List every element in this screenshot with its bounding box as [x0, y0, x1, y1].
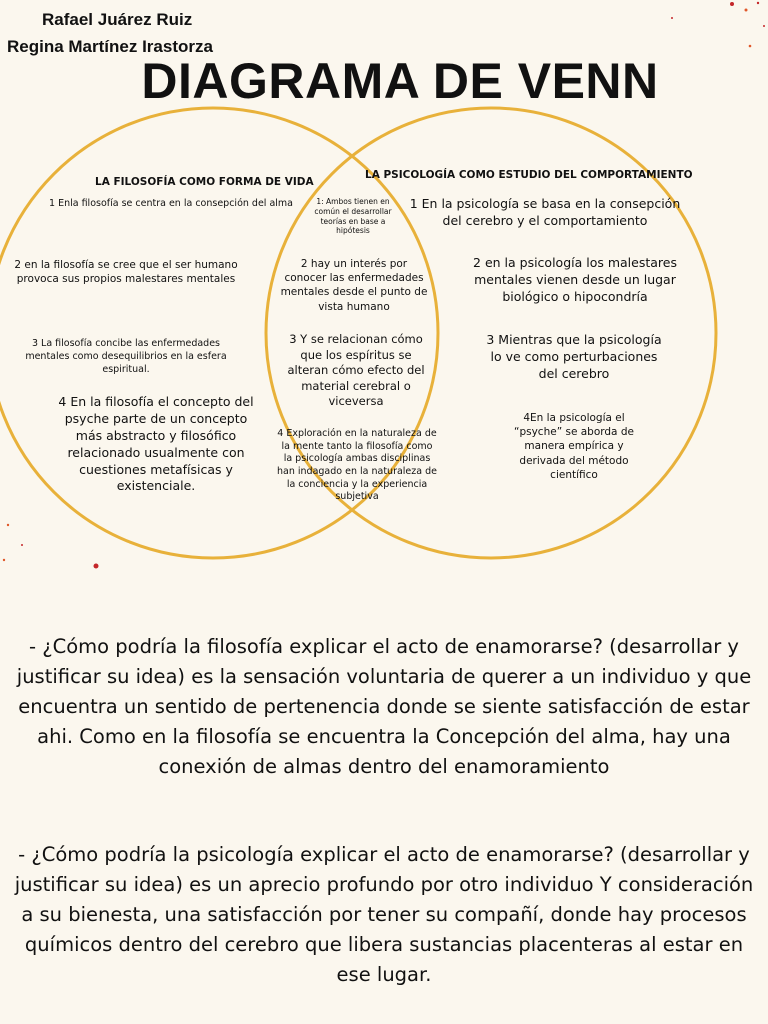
- right-item-4: 4En la psicología el “psyche” se aborda de manera empírica y derivada del método científico: [514, 412, 634, 481]
- left-item-4: 4 En la filosofía el concepto del psyche parte de un concepto más abstracto y filosófico relacionado usualmente con cuestiones metafísicas y existenciale.: [58, 394, 254, 494]
- author-name: Regina Martínez Irastorza: [7, 37, 213, 56]
- left-item-3: 3 La filosofía concibe las enfermedades mentales como desequilibrios en la esfera espiritual.: [25, 338, 227, 375]
- overlap-item-3: 3 Y se relacionan cómo que los espíritus se alteran cómo efecto del material cerebral o viceversa: [287, 332, 425, 409]
- overlap-item-2: 2 hay un interés por conocer las enfermedades mentales desde el punto de vista humano: [280, 258, 428, 313]
- page-title: DIAGRAMA DE VENN: [141, 53, 659, 109]
- author-name: Rafael Juárez Ruiz: [42, 10, 193, 29]
- left-item-1: 1 Enla filosofía se centra en la consepción del alma: [49, 198, 293, 209]
- overlap-item-1: 1: Ambos tienen en común el desarrollar teorías en base a hipótesis: [314, 197, 392, 236]
- right-item-2: 2 en la psicología los malestares mentales vienen desde un lugar biológico o hipocondría: [473, 255, 677, 304]
- right-circle-heading: LA PSICOLOGÍA COMO ESTUDIO DEL COMPORTAMIENTO: [365, 169, 693, 181]
- question-psychology: - ¿Cómo podría la psicología explicar el acto de enamorarse? (desarrollar y justificar su idea) es un aprecio profundo por otro individuo Y consideración a su bienesta, una satisfacción por tener su compañí, donde hay procesos químicos dentro del cerebro que libera sustancias placenteras al estar en ese lugar.: [14, 843, 754, 986]
- left-circle-heading: LA FILOSOFÍA COMO FORMA DE VIDA: [95, 176, 314, 188]
- right-item-1: 1 En la psicología se basa en la consepción del cerebro y el comportamiento: [409, 196, 681, 228]
- right-item-3: 3 Mientras que la psicología lo ve como perturbaciones del cerebro: [486, 332, 662, 381]
- overlap-item-4: 4 Exploración en la naturaleza de la mente tanto la filosofía como la psicología ambas disciplinas han indagado en la naturaleza de la conciencia y la experiencia subjetiva: [277, 428, 437, 503]
- left-item-2: 2 en la filosofía se cree que el ser humano provoca sus propios malestares mentales: [14, 259, 238, 286]
- question-philosophy: - ¿Cómo podría la filosofía explicar el acto de enamorarse? (desarrollar y justificar su idea) es la sensación voluntaria de querer a un individuo y que encuentra un sentido de pertenencia donde se siente satisfacción de estar ahi. Como en la filosofía se encuentra la Concepción del alma, hay una conexión de almas dentro del enamoramiento: [16, 635, 752, 778]
